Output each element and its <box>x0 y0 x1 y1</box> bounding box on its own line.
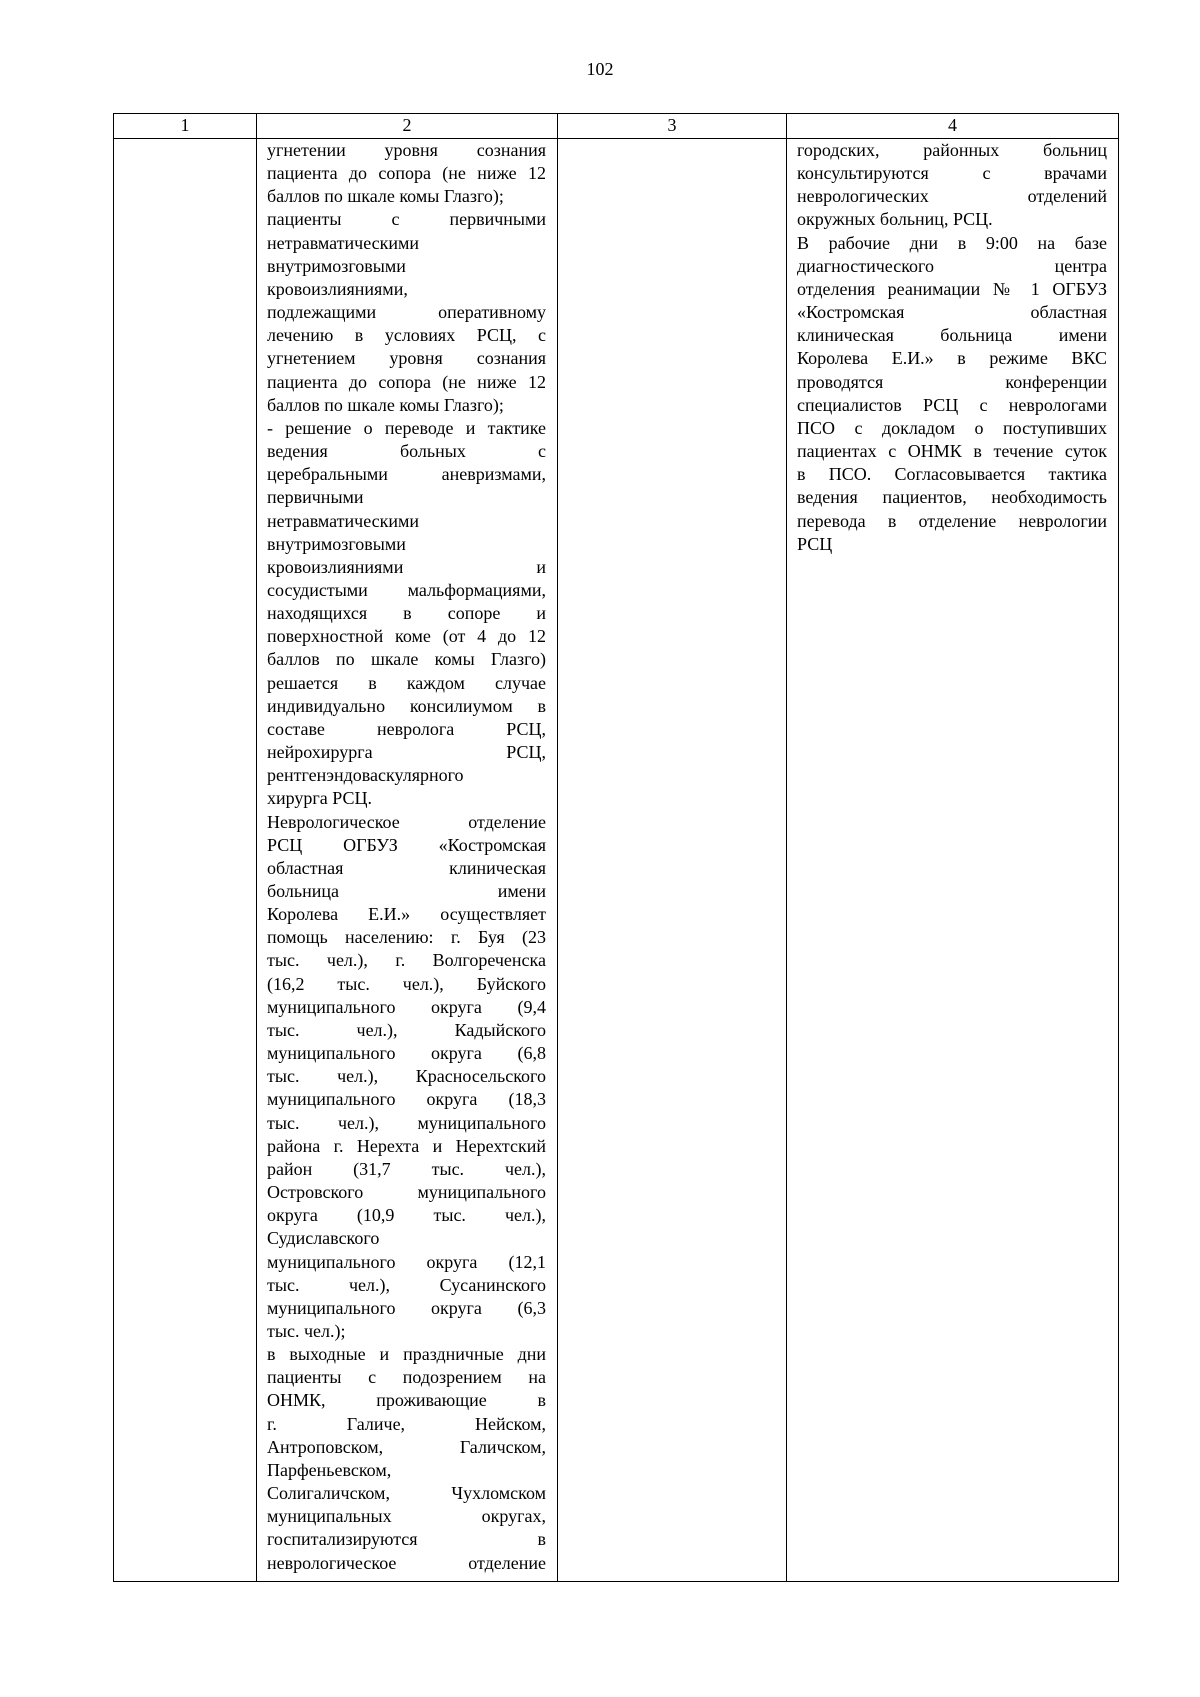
text-line: Парфеньевском, <box>267 1459 392 1480</box>
text-line: нетравматическими <box>267 510 420 531</box>
text-line: помощь населению: г. Буя (23 <box>267 927 546 948</box>
text-line: РСЦ <box>797 533 833 554</box>
text-line: подлежащими оперативному <box>267 302 546 323</box>
text-line: внутримозговыми <box>267 255 406 276</box>
text-line: лечению в условиях РСЦ, с <box>267 325 546 346</box>
text-line: - решение о переводе и тактике <box>267 417 546 438</box>
text-line: ведения пациентов, необходимость <box>797 487 1107 508</box>
text-line: тыс. чел.), Красносельского <box>267 1066 546 1087</box>
text-line: Антроповском, Галичском, <box>267 1436 546 1457</box>
text-line: составе невролога РСЦ, <box>267 718 546 739</box>
text-line: сосудистыми мальформациями, <box>267 579 546 600</box>
text-line: окружных больниц, РСЦ. <box>797 209 993 230</box>
text-line: Островского муниципального <box>267 1182 546 1203</box>
text-line: «Костромская областная <box>797 302 1107 323</box>
text-line: муниципального округа (12,1 <box>267 1251 546 1272</box>
text-line: пациентах с ОНМК в течение суток <box>797 441 1107 462</box>
text-line: госпитализируются в <box>267 1529 546 1550</box>
text-line: г. Галиче, Нейском, <box>267 1413 546 1434</box>
text-line: В рабочие дни в 9:00 на базе <box>797 232 1107 253</box>
text-line: находящихся в сопоре и <box>267 603 546 624</box>
text-line: первичными <box>267 487 364 508</box>
text-line: неврологических отделений <box>797 186 1107 207</box>
text-line: тыс. чел.), Сусанинского <box>267 1274 546 1295</box>
text-line: муниципального округа (6,3 <box>267 1297 546 1318</box>
text-line: нетравматическими <box>267 232 420 253</box>
column-header-1: 1 <box>114 114 257 139</box>
text-line: специалистов РСЦ с неврологами <box>797 394 1107 415</box>
cell-col2-text <box>257 139 558 1582</box>
text-line: больница имени <box>267 881 546 901</box>
text-line: консультируются с врачами <box>797 163 1107 184</box>
text-line: отделения реанимации № 1 ОГБУЗ <box>797 278 1107 299</box>
text-line: клиническая больница имени <box>797 325 1107 346</box>
text-line: Судиславского <box>267 1228 380 1249</box>
text-line: пациенты с подозрением на <box>267 1367 546 1388</box>
text-line: тыс. чел.); <box>267 1320 346 1341</box>
text-line: Солигаличском, Чухломском <box>267 1483 546 1504</box>
text-line: кровоизлияниями и <box>267 556 546 577</box>
text-line: баллов по шкале комы Глазго) <box>267 649 546 670</box>
text-line: муниципальных округах, <box>267 1506 546 1527</box>
text-line: ПСО с докладом о поступивших <box>797 417 1107 438</box>
text-line: нейрохирурга РСЦ, <box>267 742 546 763</box>
document-table <box>113 113 1119 1582</box>
column-header-4: 4 <box>787 114 1119 139</box>
text-line: рентгенэндоваскулярного <box>267 765 464 786</box>
text-line: округа (10,9 тыс. чел.), <box>267 1205 546 1226</box>
column-header-3: 3 <box>558 114 787 139</box>
text-line: муниципального округа (6,8 <box>267 1043 546 1064</box>
page-number: 102 <box>586 59 614 79</box>
text-line: городских, районных больниц <box>797 140 1107 160</box>
text-line: диагностического центра <box>797 255 1107 276</box>
text-line: ведения больных с <box>267 441 546 462</box>
text-line: пациенты с первичными <box>267 209 546 230</box>
table-header-row <box>114 114 1119 139</box>
table-row <box>114 139 1119 1582</box>
text-line: (16,2 тыс. чел.), Буйского <box>267 973 546 994</box>
cell-col1 <box>114 139 257 1582</box>
text-line: баллов по шкале комы Глазго); <box>267 394 504 415</box>
cell-col3 <box>558 139 787 1582</box>
text-line: муниципального округа (18,3 <box>267 1089 546 1110</box>
text-line: района г. Нерехта и Нерехтский <box>267 1135 546 1156</box>
text-line: угнетением уровня сознания <box>267 348 546 369</box>
text-line: церебральными аневризмами, <box>267 464 546 485</box>
text-line: тыс. чел.), г. Волгореченска <box>267 950 546 971</box>
text-line: ОНМК, проживающие в <box>267 1390 546 1411</box>
text-line: пациента до сопора (не ниже 12 <box>267 163 546 184</box>
text-line: район (31,7 тыс. чел.), <box>267 1158 546 1179</box>
text-line: угнетении уровня сознания <box>267 140 546 160</box>
text-line: Королева Е.И.» в режиме ВКС <box>797 348 1107 369</box>
text-line: Королева Е.И.» осуществляет <box>267 904 546 925</box>
text-line: кровоизлияниями, <box>267 278 408 299</box>
text-line: в выходные и праздничные дни <box>267 1344 546 1365</box>
text-line: хирурга РСЦ. <box>267 788 373 809</box>
text-line: поверхностной коме (от 4 до 12 <box>267 626 546 647</box>
text-line: в ПСО. Согласовывается тактика <box>797 464 1107 485</box>
text-line: перевода в отделение неврологии <box>797 510 1107 531</box>
text-line: тыс. чел.), Кадыйского <box>267 1019 546 1040</box>
text-line: РСЦ ОГБУЗ «Костромская <box>267 834 546 855</box>
cell-col4-text <box>787 139 1119 1582</box>
text-line: муниципального округа (9,4 <box>267 996 546 1017</box>
text-line: проводятся конференции <box>797 371 1107 392</box>
text-line: решается в каждом случае <box>267 672 546 693</box>
text-line: областная клиническая <box>267 857 546 878</box>
text-line: тыс. чел.), муниципального <box>267 1112 546 1133</box>
text-line: Неврологическое отделение <box>267 811 546 832</box>
text-line: пациента до сопора (не ниже 12 <box>267 371 546 392</box>
column-header-2: 2 <box>257 114 558 139</box>
text-line: баллов по шкале комы Глазго); <box>267 186 504 207</box>
text-line: внутримозговыми <box>267 533 406 554</box>
text-line: неврологическое отделение <box>267 1552 546 1573</box>
text-line: индивидуально консилиумом в <box>267 695 546 716</box>
